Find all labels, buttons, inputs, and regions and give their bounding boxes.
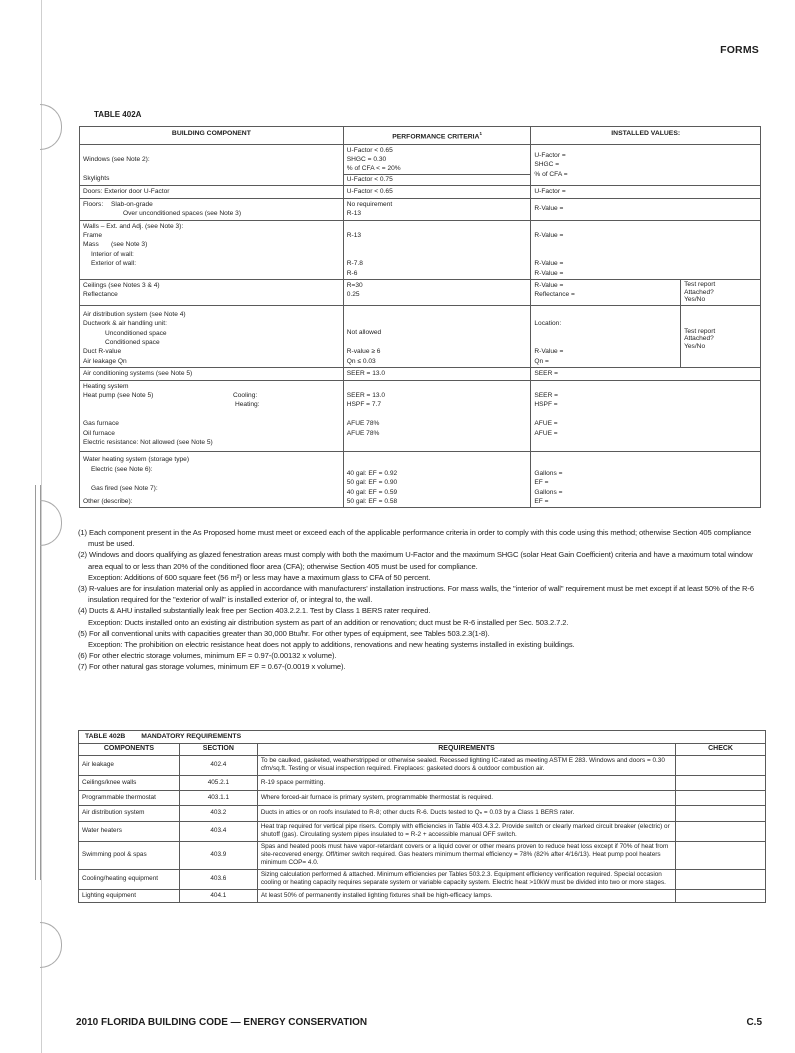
table-402b-title: TABLE 402B [85, 733, 126, 740]
note-1 [78, 527, 768, 549]
note-text: For all conventional units with capacities greater than 30,000 Btu/hr. For other types of equipment, see Tables 503.2.3(1-8). [89, 628, 490, 638]
component-line: Heating system [83, 382, 129, 390]
note-number: (6) [78, 651, 87, 661]
table-402a [79, 126, 761, 508]
component-water-heating [80, 452, 344, 508]
installed-line: SHGC = [534, 161, 560, 169]
installed-line: R-Value = [534, 260, 564, 268]
component-line: Reflectance [83, 291, 118, 299]
installed-line: EF = [534, 497, 549, 505]
page-footer-title: 2010 FLORIDA BUILDING CODE — ENERGY CONSERVATION [76, 1017, 368, 1028]
table-row [79, 841, 766, 869]
section-cell: 403.6 [179, 869, 257, 889]
component-walls [80, 220, 344, 279]
criteria-water-heating [343, 452, 531, 508]
criteria-line: R-6 [346, 269, 358, 277]
check-cell[interactable] [676, 869, 766, 889]
note-exception: Exception: Ducts installed onto an existing air distribution system as part of an addition or renovation; duct must be R-6 installed per Sec. 503.2.7.2. [88, 617, 569, 627]
criteria-line: Qn ≤ 0.03 [346, 357, 376, 365]
requirement-cell: At least 50% of permanently installed lighting fixtures shall be high-efficacy lamps. [257, 889, 675, 902]
criteria-air-conditioning: SEER = 13.0 [343, 368, 531, 380]
installed-doors-field[interactable]: U-Factor = [531, 186, 761, 198]
criteria-line: 0.25 [346, 291, 360, 299]
criteria-line: SHGC = 0.30 [346, 156, 387, 164]
component-line: Over unconditioned spaces (see Note 3) [123, 210, 242, 218]
table-row-heating [80, 380, 761, 452]
check-cell[interactable] [676, 841, 766, 869]
binder-hole-mid [40, 500, 62, 546]
test-report-line: Attached? [684, 335, 714, 343]
component-line: Gas fired (see Note 7): [91, 484, 158, 492]
requirement-cell: Ducts in attics or on roofs insulated to R-8; other ducts R-6. Ducts tested to Qₙ = 0.03 by a Class 1 BERS rater. [257, 806, 675, 821]
note-7 [78, 661, 768, 672]
criteria-line: R=30 [346, 281, 363, 289]
table-row [79, 869, 766, 889]
header-performance-criteria [343, 127, 531, 145]
component-windows [80, 144, 344, 186]
table-row-walls [80, 220, 761, 279]
installed-line: R-Value = [534, 231, 564, 239]
installed-line: SEER = [534, 391, 559, 399]
component-line: Interior of wall: [91, 250, 134, 258]
page-header: FORMS [720, 44, 759, 56]
heat-pump-heating: Heating: [235, 401, 260, 409]
requirement-cell: To be caulked, gasketed, weatherstripped or otherwise sealed. Recessed lighting IC-rated as meeting ASTM E 283. Windows and doors = 0.30 cfm/sq.ft. Testing or visual inspection required. Fireplaces: gasketed doors & outdoor combustion air. [257, 755, 675, 775]
installed-line: R-Value = [534, 281, 564, 289]
criteria-windows [343, 144, 531, 186]
table-row [79, 889, 766, 902]
note-text: For other electric storage volumes, minimum EF = 0.97-(0.00132 x volume). [89, 651, 337, 661]
test-report-line: Attached? [684, 288, 714, 296]
component-cell: Ceilings/knee walls [79, 775, 180, 790]
section-cell: 403.4 [179, 821, 257, 841]
installed-line: U-Factor = [534, 151, 566, 159]
component-cell: Air distribution system [79, 806, 180, 821]
note-4 [78, 605, 768, 627]
table-402b [78, 730, 766, 903]
component-line: Conditioned space [105, 338, 160, 346]
footnote-ref: 1 [479, 131, 482, 136]
note-number: (1) [78, 528, 87, 537]
criteria-line: SEER = 13.0 [346, 391, 386, 399]
criteria-line: AFUE 78% [346, 429, 380, 437]
installed-windows-field[interactable] [531, 144, 761, 186]
criteria-line: 50 gal: EF = 0.58 [346, 497, 398, 505]
header-installed-values: INSTALLED VALUES: [531, 127, 761, 145]
table-402a-title: TABLE 402A [94, 110, 142, 119]
component-cell: Water heaters [79, 821, 180, 841]
note-text: For other natural gas storage volumes, minimum EF = 0.67-(0.0019 x volume). [89, 662, 346, 672]
requirement-cell: Sizing calculation performed & attached. Minimum efficiencies per Tables 503.2.3. Equipment efficiency verification required. Special occasion cooling or heating capacity requires separate system or variable capacity system. Electric heat >10kW must be divided into two or more stages. [257, 869, 675, 889]
component-line: Electric resistance: Not allowed (see Note 5) [83, 438, 213, 446]
component-line: Ceilings (see Notes 3 & 4) [83, 281, 160, 289]
criteria-air-distribution [343, 305, 531, 367]
installed-line: HSPF = [534, 401, 558, 409]
installed-walls-field[interactable] [531, 220, 761, 279]
installed-line: % of CFA = [534, 170, 568, 178]
table-row [79, 791, 766, 806]
installed-line: AFUE = [534, 420, 558, 428]
note-number: (5) [78, 628, 87, 638]
component-line: Skylights [83, 174, 110, 182]
binder-hole-top [40, 104, 62, 150]
component-air-conditioning: Air conditioning systems (see Note 5) [80, 368, 344, 380]
table-row [79, 775, 766, 790]
component-line: Electric (see Note 6): [91, 465, 153, 473]
component-line: Air leakage Qn [83, 357, 127, 365]
table-row-doors [80, 186, 761, 198]
note-text: Each component present in the As Proposed home must meet or exceed each of the applicable performance criteria in order to comply with this code using this method; otherwise Section 405 compliance must be used. [88, 528, 752, 549]
criteria-doors: U-Factor < 0.65 [343, 186, 531, 198]
criteria-line: AFUE 78% [346, 420, 380, 428]
component-line: Exterior of wall: [91, 260, 137, 268]
test-report-line: Test report [684, 327, 716, 335]
header-requirements: REQUIREMENTS [257, 744, 675, 755]
criteria-heating [343, 380, 531, 452]
note-exception: Exception: Additions of 600 square feet (56 m²) or less may have a maximum glass to CFA of 50 percent. [88, 572, 431, 582]
note-text: Ducts & AHU installed substantially leak free per Section 403.2.2.1. Test by Class 1 BERS rater required. [89, 606, 431, 616]
note-number: (3) [78, 584, 87, 594]
component-line: Gas furnace [83, 420, 119, 428]
installed-heating-field[interactable] [531, 380, 761, 452]
component-line: Ductwork & air handling unit: [83, 320, 167, 328]
installed-air-conditioning-field[interactable]: SEER = [531, 368, 761, 380]
air-distribution-test-report-field[interactable] [681, 305, 761, 367]
component-cell: Programmable thermostat [79, 791, 180, 806]
note-text: Windows and doors qualifying as glazed fenestration areas must comply with both the maximum U-Factor and the maximum SHGC (solar Heat Gain Coefficient) criteria and have a maximum total window area equal to or less than 20% of the conditioned floor area (CFA); otherwise Section 405 must be used for compliance. [88, 550, 753, 571]
check-cell[interactable] [676, 755, 766, 775]
installed-water-heating-field[interactable] [531, 452, 761, 508]
installed-line: R-Value = [534, 348, 564, 356]
ceilings-test-report-field[interactable] [681, 279, 761, 305]
requirement-cell: Where forced-air furnace is primary system, programmable thermostat is required. [257, 791, 675, 806]
component-cell: Swimming pool & spas [79, 841, 180, 869]
table-row-ceilings [80, 279, 761, 305]
walls-mass-note: (see Note 3) [111, 241, 148, 249]
section-cell: 404.1 [179, 889, 257, 902]
section-cell: 403.9 [179, 841, 257, 869]
installed-floors-field[interactable]: R-Value = [531, 198, 761, 220]
section-cell: 405.2.1 [179, 775, 257, 790]
check-cell[interactable] [676, 821, 766, 841]
header-check: CHECK [676, 744, 766, 755]
test-report-line: Test report [684, 280, 716, 288]
criteria-line: R-value ≥ 6 [346, 348, 381, 356]
criteria-line: R-13 [346, 231, 362, 239]
component-ceilings [80, 279, 344, 305]
criteria-line: U-Factor < 0.75 [344, 174, 531, 184]
page-number: C.5 [746, 1017, 762, 1028]
installed-line: Location: [534, 320, 562, 328]
check-cell[interactable] [676, 791, 766, 806]
header-components: COMPONENTS [79, 744, 180, 755]
component-line: Other (describe): [83, 497, 133, 505]
installed-line: Qn = [534, 357, 549, 365]
component-line: Walls – Ext. and Adj. (see Note 3): [83, 222, 184, 230]
criteria-walls [343, 220, 531, 279]
table-row-air-conditioning [80, 368, 761, 380]
table-row-water-heating [80, 452, 761, 508]
component-floors [80, 198, 344, 220]
table-402b-subtitle: MANDATORY REQUIREMENTS [141, 733, 242, 740]
component-cell: Air leakage [79, 755, 180, 775]
floors-label: Floors: [83, 200, 104, 208]
section-cell: 402.4 [179, 755, 257, 775]
installed-line: AFUE = [534, 429, 558, 437]
criteria-line: R-7.8 [346, 260, 363, 268]
heat-pump-label: Heat pump (see Note 5) [83, 391, 154, 399]
criteria-line: U-Factor < 0.65 [346, 146, 393, 154]
installed-line: Gallons = [534, 488, 563, 496]
criteria-line: R-13 [346, 210, 362, 218]
table-header-row [80, 127, 761, 145]
component-cell: Cooling/heating equipment [79, 869, 180, 889]
criteria-line: HSPF = 7.7 [346, 401, 382, 409]
table-row [79, 806, 766, 821]
note-number: (2) [78, 550, 87, 560]
note-6 [78, 650, 768, 661]
note-2 [78, 549, 768, 583]
criteria-floors [343, 198, 531, 220]
installed-line: Reflectance = [534, 291, 575, 299]
table-402b-caption-cell [79, 731, 766, 744]
table-notes [78, 527, 768, 673]
table-row-floors [80, 198, 761, 220]
table-402b-caption [79, 731, 766, 744]
check-cell[interactable] [676, 806, 766, 821]
component-air-distribution [80, 305, 344, 367]
section-cell: 403.2 [179, 806, 257, 821]
note-3 [78, 583, 768, 605]
check-cell[interactable] [676, 889, 766, 902]
test-report-line: Yes/No [684, 296, 706, 304]
installed-ceilings-field[interactable] [531, 279, 681, 305]
component-line: Unconditioned space [105, 329, 167, 337]
component-cell: Lighting equipment [79, 889, 180, 902]
component-line [83, 200, 340, 209]
walls-mass: Mass [83, 241, 99, 249]
note-text: R-values are for insulation material only as applied in accordance with manufacturers' installation instructions. For mass walls, the "interior of wall" requirement must be met except if at least 50% of the R-6 insulation required for the "exterior of wall" is installed exterior of, or integral to, the wall. [88, 584, 754, 605]
criteria-line: No requirement [346, 200, 393, 208]
test-report-line: Yes/No [684, 342, 706, 350]
component-line: Air distribution system (see Note 4) [83, 310, 186, 318]
component-line [83, 240, 340, 249]
installed-line: Gallons = [534, 469, 563, 477]
section-cell: 403.1.1 [179, 791, 257, 806]
binder-rule-left [35, 485, 36, 880]
requirement-cell: Heat trap required for vertical pipe risers. Comply with efficiencies in Table 403.4.3.2. Provide switch or clearly marked circuit breaker (electric) or shutoff (gas). Circulating system pipes insulated to = R-2 + accessible manual OFF switch. [257, 821, 675, 841]
table-row [79, 755, 766, 775]
component-heating [80, 380, 344, 452]
heat-pump-cooling: Cooling: [233, 391, 258, 399]
installed-air-distribution-field[interactable] [531, 305, 681, 367]
note-number: (7) [78, 662, 87, 672]
criteria-line: % of CFA < = 20% [346, 165, 401, 173]
header-criteria-label: PERFORMANCE CRITERIA [392, 133, 480, 141]
header-building-component: BUILDING COMPONENT [80, 127, 344, 145]
component-doors: Doors: Exterior door U-Factor [80, 186, 344, 198]
table-402b-header-row [79, 744, 766, 755]
component-line: Oil furnace [83, 429, 115, 437]
criteria-line: 40 gal: EF = 0.92 [346, 469, 398, 477]
criteria-line: Not allowed [346, 329, 382, 337]
component-line: Duct R-value [83, 348, 122, 356]
component-line: Frame [83, 231, 103, 239]
note-number: (4) [78, 606, 87, 616]
table-row [79, 821, 766, 841]
binder-hole-bottom [40, 922, 62, 968]
component-line [83, 391, 340, 400]
header-section: SECTION [179, 744, 257, 755]
note-exception: Exception: The prohibition on electric resistance heat does not apply to additions, renovations and new heating systems installed in existing buildings. [88, 640, 575, 650]
criteria-line: 40 gal: EF = 0.59 [346, 488, 398, 496]
component-line: Water heating system (storage type) [83, 456, 190, 464]
requirement-cell: R-19 space permitting. [257, 775, 675, 790]
installed-line: EF = [534, 479, 549, 487]
component-line: Windows (see Note 2): [83, 156, 150, 164]
requirement-cell: Spas and heated pools must have vapor-retardant covers or a liquid cover or other means proven to reduce heat loss except if 70% of heat from site-recovered energy. Off/timer switch required. Gas heaters minimum thermal efficiency = 78% (82% after 4/16/13). Heat pump pool heaters minimum COP= 4.0. [257, 841, 675, 869]
criteria-line: 50 gal: EF = 0.90 [346, 479, 398, 487]
note-5 [78, 628, 768, 650]
table-row-air-distribution [80, 305, 761, 367]
floors-slab: Slab-on-grade [111, 200, 153, 208]
check-cell[interactable] [676, 775, 766, 790]
installed-line: R-Value = [534, 269, 564, 277]
table-row-windows [80, 144, 761, 186]
criteria-ceilings [343, 279, 531, 305]
